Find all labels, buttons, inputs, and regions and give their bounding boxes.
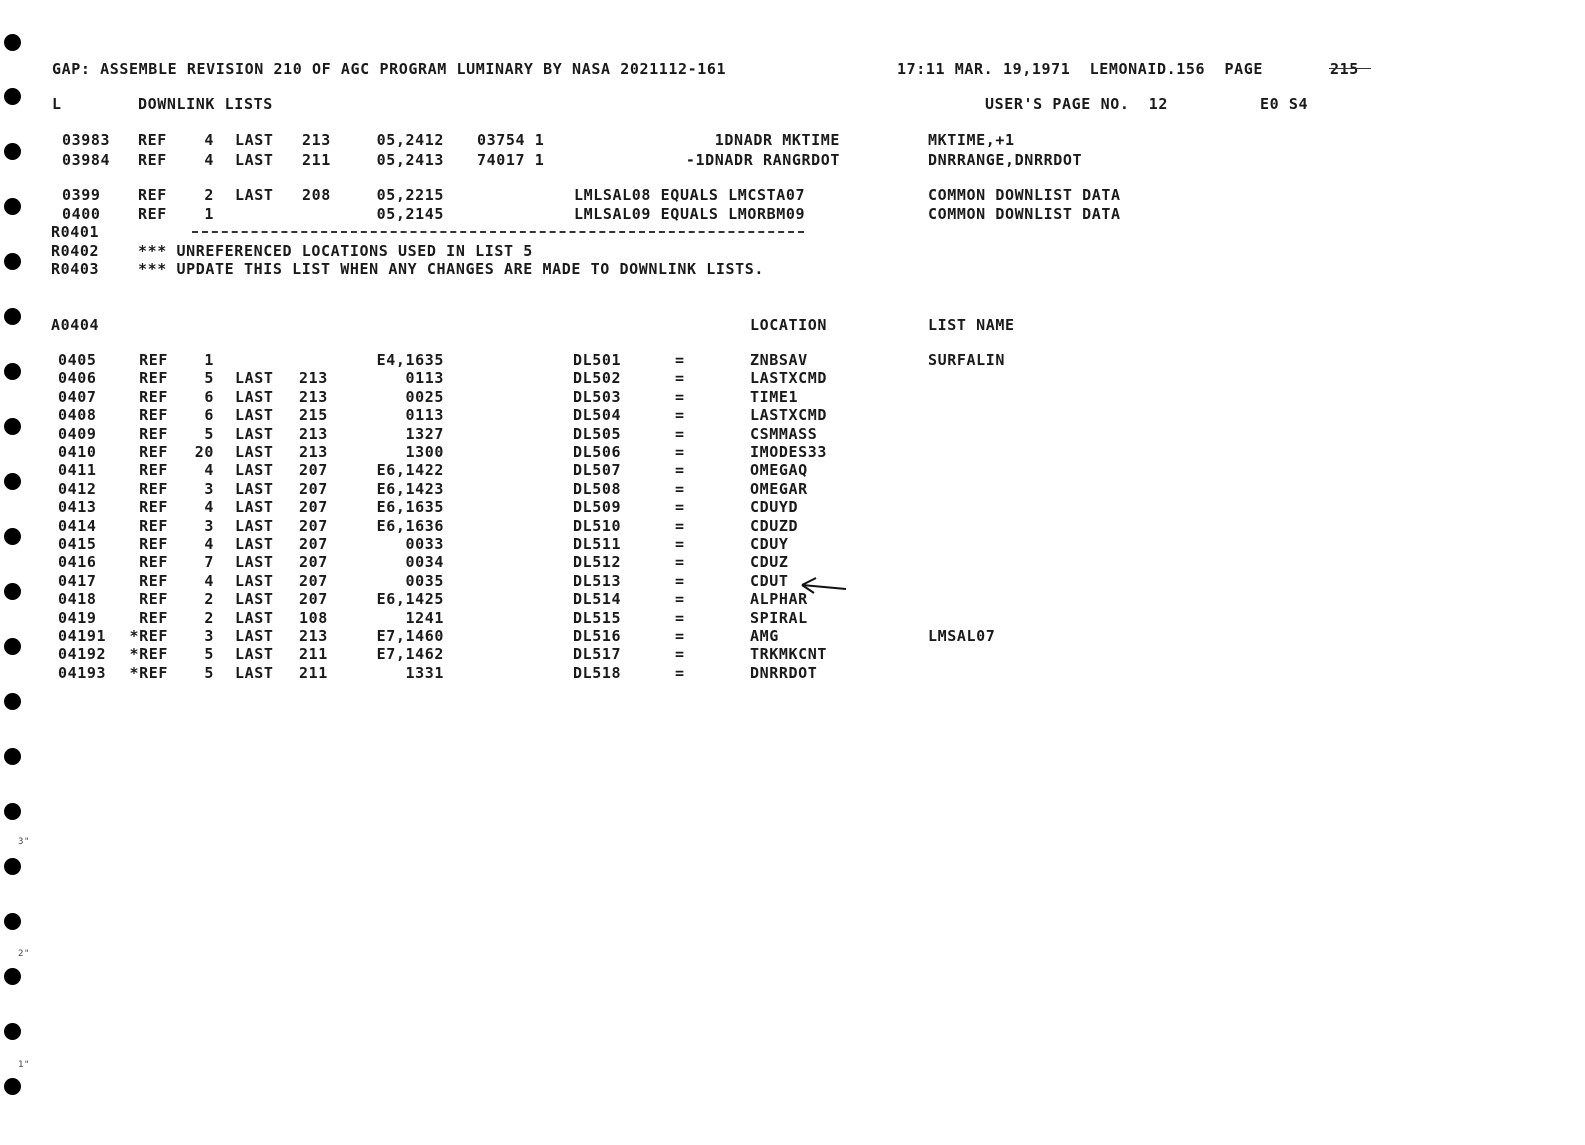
punch-hole	[4, 528, 21, 545]
ref-count: 2	[204, 186, 214, 204]
ref-count: 5	[204, 645, 214, 664]
punch-hole	[4, 363, 21, 380]
last-label: LAST	[235, 443, 274, 461]
last-page: 211	[299, 645, 328, 664]
table-header-line-number: A0404	[51, 316, 100, 334]
location-name: TRKMKCNT	[750, 645, 828, 664]
line-number: 04192	[58, 645, 107, 664]
punch-hole	[4, 583, 21, 600]
instruction: LMLSAL08 EQUALS LMCSTA07	[574, 186, 806, 204]
address: 0033	[405, 535, 444, 553]
location-name: AMG	[750, 627, 779, 645]
punch-hole	[4, 748, 21, 765]
equals-sign: =	[675, 443, 685, 461]
assembly-title: GAP: ASSEMBLE REVISION 210 OF AGC PROGRAM LUMINARY BY NASA 2021112-161	[52, 60, 727, 78]
ref-flag: REF	[138, 151, 167, 169]
address: E7,1462	[376, 645, 444, 664]
last-label: LAST	[235, 387, 274, 406]
address: E6,1422	[376, 461, 444, 480]
address: E6,1425	[376, 590, 444, 609]
last-label: LAST	[235, 406, 274, 425]
line-number: 0418	[58, 590, 97, 609]
line-number: 0411	[58, 461, 97, 480]
punch-hole	[4, 858, 21, 875]
punch-hole	[4, 308, 21, 325]
downlink-label: DL515	[573, 608, 622, 627]
location-name: OMEGAR	[750, 479, 808, 498]
ref-count: 1	[204, 205, 214, 223]
ref-count: 2	[204, 608, 214, 627]
last-label: LAST	[235, 516, 274, 535]
last-label: LAST	[235, 461, 274, 480]
last-page: 208	[302, 186, 331, 204]
instruction: 1DNADR MKTIME	[714, 131, 840, 149]
ref-flag: REF	[139, 553, 168, 572]
ref-count: 4	[204, 131, 214, 149]
ref-flag: REF	[139, 498, 168, 517]
ref-count: 5	[204, 369, 214, 388]
last-label: LAST	[235, 369, 274, 388]
ref-flag: *REF	[129, 627, 168, 645]
remark-line-number: R0402	[51, 242, 100, 260]
line-number: 0412	[58, 479, 97, 498]
downlink-label: DL507	[573, 461, 622, 480]
equals-sign: =	[675, 516, 685, 535]
last-page: 207	[299, 571, 328, 590]
margin-mark: 1"	[18, 1060, 31, 1070]
equals-sign: =	[675, 406, 685, 425]
punch-hole	[4, 198, 21, 215]
downlink-label: DL502	[573, 369, 622, 388]
ref-flag: REF	[139, 571, 168, 590]
last-page: 211	[302, 151, 331, 169]
equals-sign: =	[675, 608, 685, 627]
downlink-label: DL510	[573, 516, 622, 535]
line-number: 0399	[62, 186, 101, 204]
last-page: 207	[299, 516, 328, 535]
list-name: SURFALIN	[928, 351, 1006, 369]
last-page: 215	[299, 406, 328, 425]
line-number: 03983	[62, 131, 111, 149]
ref-flag: REF	[139, 461, 168, 480]
remark-line-number: R0403	[51, 260, 100, 278]
punch-hole	[4, 1023, 21, 1040]
ref-flag: REF	[138, 186, 167, 204]
last-page: 211	[299, 663, 328, 682]
ref-count: 1	[204, 351, 214, 369]
downlink-label: DL503	[573, 387, 622, 406]
print-timestamp: 17:11 MAR. 19,1971 LEMONAID.156 PAGE	[897, 60, 1263, 78]
edition-code: E0 S4	[1260, 95, 1309, 113]
octal-code: 03754 1	[477, 131, 545, 149]
last-page: 207	[299, 461, 328, 480]
address: 0034	[405, 553, 444, 572]
ref-flag: REF	[139, 516, 168, 535]
line-number: 0417	[58, 571, 97, 590]
separator-dashes	[192, 231, 804, 233]
equals-sign: =	[675, 553, 685, 572]
ref-count: 20	[194, 443, 214, 461]
location-column-header: LOCATION	[750, 316, 828, 334]
downlink-label: DL509	[573, 498, 622, 517]
downlink-label: DL512	[573, 553, 622, 572]
location-name: SPIRAL	[750, 608, 808, 627]
punch-hole	[4, 913, 21, 930]
equals-sign: =	[675, 479, 685, 498]
ref-count: 4	[204, 535, 214, 553]
punch-hole	[4, 693, 21, 710]
address: E6,1635	[376, 498, 444, 517]
address: 05,2145	[376, 205, 444, 223]
list-name: LMSAL07	[928, 627, 996, 645]
margin-mark: 3"	[18, 837, 31, 847]
downlink-label: DL518	[573, 663, 622, 682]
ref-flag: REF	[138, 131, 167, 149]
equals-sign: =	[675, 571, 685, 590]
comment: COMMON DOWNLIST DATA	[928, 186, 1121, 204]
downlink-label: DL504	[573, 406, 622, 425]
address: 0035	[405, 571, 444, 590]
ref-flag: REF	[139, 479, 168, 498]
comment: COMMON DOWNLIST DATA	[928, 205, 1121, 223]
equals-sign: =	[675, 351, 685, 369]
line-number: 0413	[58, 498, 97, 517]
last-label: LAST	[235, 151, 274, 169]
equals-sign: =	[675, 590, 685, 609]
last-label: LAST	[235, 608, 274, 627]
last-label: LAST	[235, 571, 274, 590]
ref-count: 5	[204, 424, 214, 443]
line-number: 0405	[58, 351, 97, 369]
last-label: LAST	[235, 535, 274, 553]
ref-count: 4	[204, 461, 214, 480]
last-page: 213	[299, 627, 328, 645]
address: 0025	[405, 387, 444, 406]
line-number: 0408	[58, 406, 97, 425]
instruction: LMLSAL09 EQUALS LMORBM09	[574, 205, 806, 223]
address: E4,1635	[376, 351, 444, 369]
location-name: CDUZD	[750, 516, 799, 535]
address: 0113	[405, 406, 444, 425]
comment: DNRRANGE,DNRRDOT	[928, 151, 1083, 169]
line-number: 0416	[58, 553, 97, 572]
ref-flag: REF	[139, 608, 168, 627]
address: 1327	[405, 424, 444, 443]
last-page: 108	[299, 608, 328, 627]
address: 05,2413	[376, 151, 444, 169]
ref-flag: REF	[139, 590, 168, 609]
margin-mark: 2"	[18, 949, 31, 959]
line-number: 0400	[62, 205, 101, 223]
equals-sign: =	[675, 424, 685, 443]
last-label: LAST	[235, 186, 274, 204]
address: 1300	[405, 443, 444, 461]
ref-count: 3	[204, 479, 214, 498]
punch-hole	[4, 1078, 21, 1095]
punch-hole	[4, 418, 21, 435]
equals-sign: =	[675, 535, 685, 553]
last-page: 213	[299, 424, 328, 443]
downlink-label: DL511	[573, 535, 622, 553]
address: E6,1636	[376, 516, 444, 535]
ref-count: 5	[204, 663, 214, 682]
last-page: 213	[299, 369, 328, 388]
address: 1331	[405, 663, 444, 682]
last-page: 213	[302, 131, 331, 149]
ref-flag: REF	[139, 351, 168, 369]
ref-count: 3	[204, 627, 214, 645]
punch-hole	[4, 88, 21, 105]
comment: MKTIME,+1	[928, 131, 1015, 149]
ref-count: 3	[204, 516, 214, 535]
location-name: CSMMASS	[750, 424, 818, 443]
page-number-strikethrough	[1329, 68, 1371, 69]
ref-flag: REF	[139, 406, 168, 425]
line-number: 0410	[58, 443, 97, 461]
ref-flag: *REF	[129, 663, 168, 682]
address: 05,2412	[376, 131, 444, 149]
location-name: CDUT	[750, 571, 789, 590]
location-name: TIME1	[750, 387, 799, 406]
location-name: CDUYD	[750, 498, 799, 517]
downlink-label: DL514	[573, 590, 622, 609]
location-name: OMEGAQ	[750, 461, 808, 480]
downlink-label: DL513	[573, 571, 622, 590]
ref-count: 2	[204, 590, 214, 609]
last-label: LAST	[235, 424, 274, 443]
equals-sign: =	[675, 387, 685, 406]
address: 0113	[405, 369, 444, 388]
line-number: 0406	[58, 369, 97, 388]
ref-count: 4	[204, 151, 214, 169]
ref-count: 7	[204, 553, 214, 572]
line-number: 0415	[58, 535, 97, 553]
address: 1241	[405, 608, 444, 627]
last-page: 207	[299, 479, 328, 498]
last-label: LAST	[235, 553, 274, 572]
downlink-label: DL506	[573, 443, 622, 461]
line-number: 04193	[58, 663, 107, 682]
punch-hole	[4, 638, 21, 655]
address: E7,1460	[376, 627, 444, 645]
last-page: 213	[299, 443, 328, 461]
ref-flag: REF	[139, 387, 168, 406]
location-name: ZNBSAV	[750, 351, 808, 369]
ref-flag: REF	[138, 205, 167, 223]
last-page: 207	[299, 535, 328, 553]
location-name: DNRRDOT	[750, 663, 818, 682]
punch-hole	[4, 143, 21, 160]
page-number: 215	[1330, 60, 1359, 78]
punch-hole	[4, 803, 21, 820]
address: E6,1423	[376, 479, 444, 498]
last-label: LAST	[235, 131, 274, 149]
line-number: 03984	[62, 151, 111, 169]
equals-sign: =	[675, 498, 685, 517]
last-label: LAST	[235, 627, 274, 645]
downlink-label: DL501	[573, 351, 622, 369]
ref-count: 4	[204, 571, 214, 590]
punch-hole	[4, 968, 21, 985]
last-label: LAST	[235, 645, 274, 664]
last-page: 207	[299, 590, 328, 609]
user-page-number: USER'S PAGE NO. 12	[985, 95, 1168, 113]
ref-flag: REF	[139, 443, 168, 461]
downlink-label: DL517	[573, 645, 622, 664]
ref-count: 6	[204, 406, 214, 425]
last-label: LAST	[235, 663, 274, 682]
punch-hole	[4, 34, 21, 51]
line-number: 0414	[58, 516, 97, 535]
section-title: DOWNLINK LISTS	[138, 95, 273, 113]
equals-sign: =	[675, 663, 685, 682]
remark-text: *** UNREFERENCED LOCATIONS USED IN LIST 5	[138, 242, 533, 260]
ref-flag: *REF	[129, 645, 168, 664]
line-number: 0409	[58, 424, 97, 443]
last-label: LAST	[235, 590, 274, 609]
equals-sign: =	[675, 627, 685, 645]
location-name: CDUY	[750, 535, 789, 553]
location-name: IMODES33	[750, 443, 828, 461]
ref-flag: REF	[139, 369, 168, 388]
location-name: LASTXCMD	[750, 369, 828, 388]
l-marker: L	[52, 95, 62, 113]
equals-sign: =	[675, 369, 685, 388]
downlink-label: DL508	[573, 479, 622, 498]
equals-sign: =	[675, 645, 685, 664]
punch-hole	[4, 253, 21, 270]
punch-hole	[4, 473, 21, 490]
remark-line-number: R0401	[51, 223, 100, 241]
line-number: 0407	[58, 387, 97, 406]
location-name: ALPHAR	[750, 590, 808, 609]
location-name: CDUZ	[750, 553, 789, 572]
last-label: LAST	[235, 479, 274, 498]
last-page: 213	[299, 387, 328, 406]
line-number: 04191	[58, 627, 107, 645]
ref-count: 6	[204, 387, 214, 406]
arrow-annotation-icon	[800, 577, 850, 597]
address: 05,2215	[376, 186, 444, 204]
ref-flag: REF	[139, 424, 168, 443]
ref-flag: REF	[139, 535, 168, 553]
remark-text: *** UPDATE THIS LIST WHEN ANY CHANGES ARE MADE TO DOWNLINK LISTS.	[138, 260, 764, 278]
line-number: 0419	[58, 608, 97, 627]
last-page: 207	[299, 498, 328, 517]
last-page: 207	[299, 553, 328, 572]
equals-sign: =	[675, 461, 685, 480]
location-name: LASTXCMD	[750, 406, 828, 425]
ref-count: 4	[204, 498, 214, 517]
instruction: -1DNADR RANGRDOT	[685, 151, 840, 169]
last-label: LAST	[235, 498, 274, 517]
octal-code: 74017 1	[477, 151, 545, 169]
downlink-label: DL505	[573, 424, 622, 443]
downlink-label: DL516	[573, 627, 622, 645]
list-name-column-header: LIST NAME	[928, 316, 1015, 334]
